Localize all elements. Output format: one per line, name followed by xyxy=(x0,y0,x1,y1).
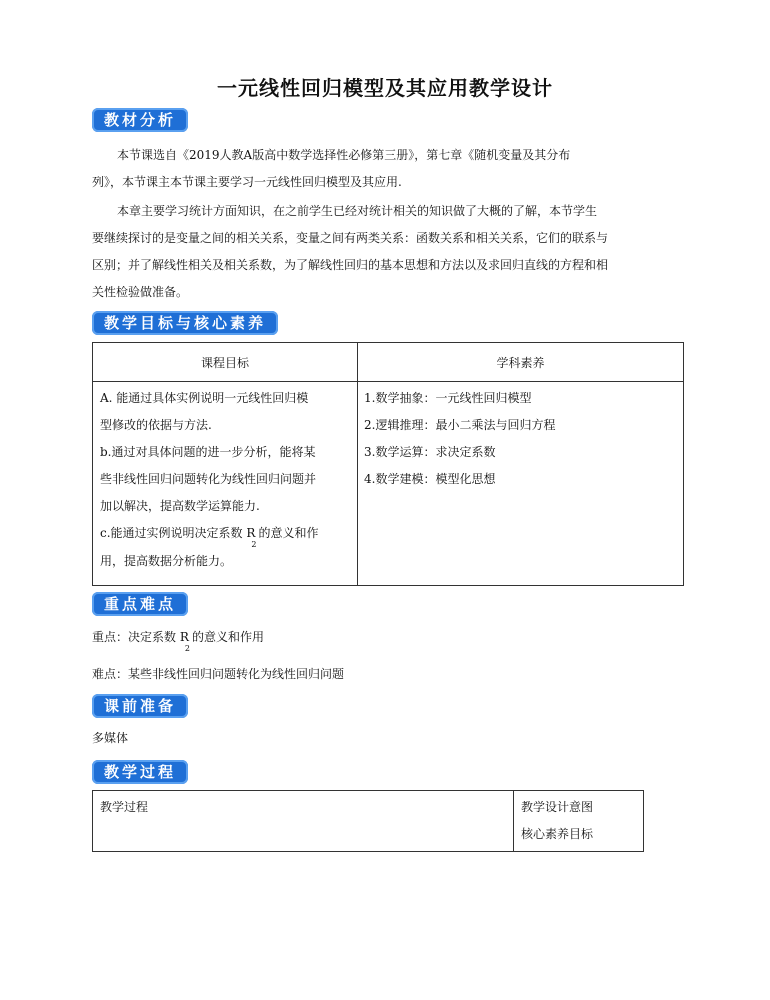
analysis-p2-line2: 要继续探讨的是变量之间的相关关系，变量之间有两类关系：函数关系和相关关系，它们的联系与 xyxy=(92,231,609,245)
goals-table xyxy=(92,342,684,586)
analysis-paragraph-1 xyxy=(92,142,684,196)
goal-line-2: 型修改的依据与方法. xyxy=(100,418,212,432)
goal-line-6 xyxy=(100,520,351,548)
key-point-prefix: 重点：决定系数 R xyxy=(92,630,189,644)
literacy-line-4: 4.数学建模：模型化思想 xyxy=(364,472,496,486)
section-badge-analysis: 教材分析 xyxy=(92,108,188,132)
goal-c-suffix: 的意义和作 xyxy=(258,526,319,540)
section-badge-process: 教学过程 xyxy=(92,760,188,784)
goals-header-literacy: 学科素养 xyxy=(358,343,684,382)
goal-line-3: b.通过对具体问题的进一步分析，能将某 xyxy=(100,445,316,459)
section-badge-prep: 课前准备 xyxy=(92,694,188,718)
literacy-line-1: 1.数学抽象：一元线性回归模型 xyxy=(364,391,532,405)
difficulty-line: 难点：某些非线性回归问题转化为线性回归问题 xyxy=(92,667,345,681)
process-intent-label: 教学设计意图 xyxy=(521,800,594,814)
prep-text: 多媒体 xyxy=(92,731,129,745)
process-table xyxy=(92,790,644,852)
goal-c-subscript: 2 xyxy=(251,540,257,549)
literacy-line-3: 3.数学运算：求决定系数 xyxy=(364,445,496,459)
key-point-subscript: 2 xyxy=(184,644,190,653)
section-badge-keypoints: 重点难点 xyxy=(92,592,188,616)
goals-course-cell xyxy=(93,382,358,586)
goal-line-5: 加以解决，提高数学运算能力. xyxy=(100,499,260,513)
goal-line-7: 用，提高数据分析能力。 xyxy=(100,554,233,568)
key-point-suffix: 的意义和作用 xyxy=(191,630,264,644)
analysis-p2-line4: 关性检验做准备。 xyxy=(92,285,189,299)
goals-header-course: 课程目标 xyxy=(93,343,358,382)
analysis-p1-line2: 列》，本节课主本节课主要学习一元线性回归模型及其应用. xyxy=(92,175,402,189)
process-core-label: 核心素养目标 xyxy=(521,827,594,841)
goal-line-1: A. 能通过具体实例说明一元线性回归模 xyxy=(100,391,309,405)
process-intent-cell xyxy=(514,791,644,852)
process-label: 教学过程 xyxy=(100,800,149,814)
analysis-paragraph-2 xyxy=(92,198,684,306)
goal-c-prefix: c.能通过实例说明决定系数 R xyxy=(100,526,256,540)
document-title: 一元线性回归模型及其应用教学设计 xyxy=(217,76,553,100)
process-cell xyxy=(93,791,514,852)
goal-line-4: 些非线性回归问题转化为线性回归问题并 xyxy=(100,472,317,486)
key-point-line xyxy=(92,628,264,653)
analysis-p2-line3: 区别；并了解线性相关及相关系数，为了解线性回归的基本思想和方法以及求回归直线的方程和相 xyxy=(92,258,609,272)
analysis-p2-line1: 本章主要学习统计方面知识，在之前学生已经对统计相关的知识做了大概的了解，本节学生 xyxy=(117,204,598,218)
analysis-p1-line1: 本节课选自《2019人教A版高中数学选择性必修第三册》，第七章《随机变量及其分布 xyxy=(117,148,571,162)
section-badge-goals: 教学目标与核心素养 xyxy=(92,311,278,335)
literacy-line-2: 2.逻辑推理：最小二乘法与回归方程 xyxy=(364,418,556,432)
goals-literacy-cell xyxy=(358,382,684,586)
